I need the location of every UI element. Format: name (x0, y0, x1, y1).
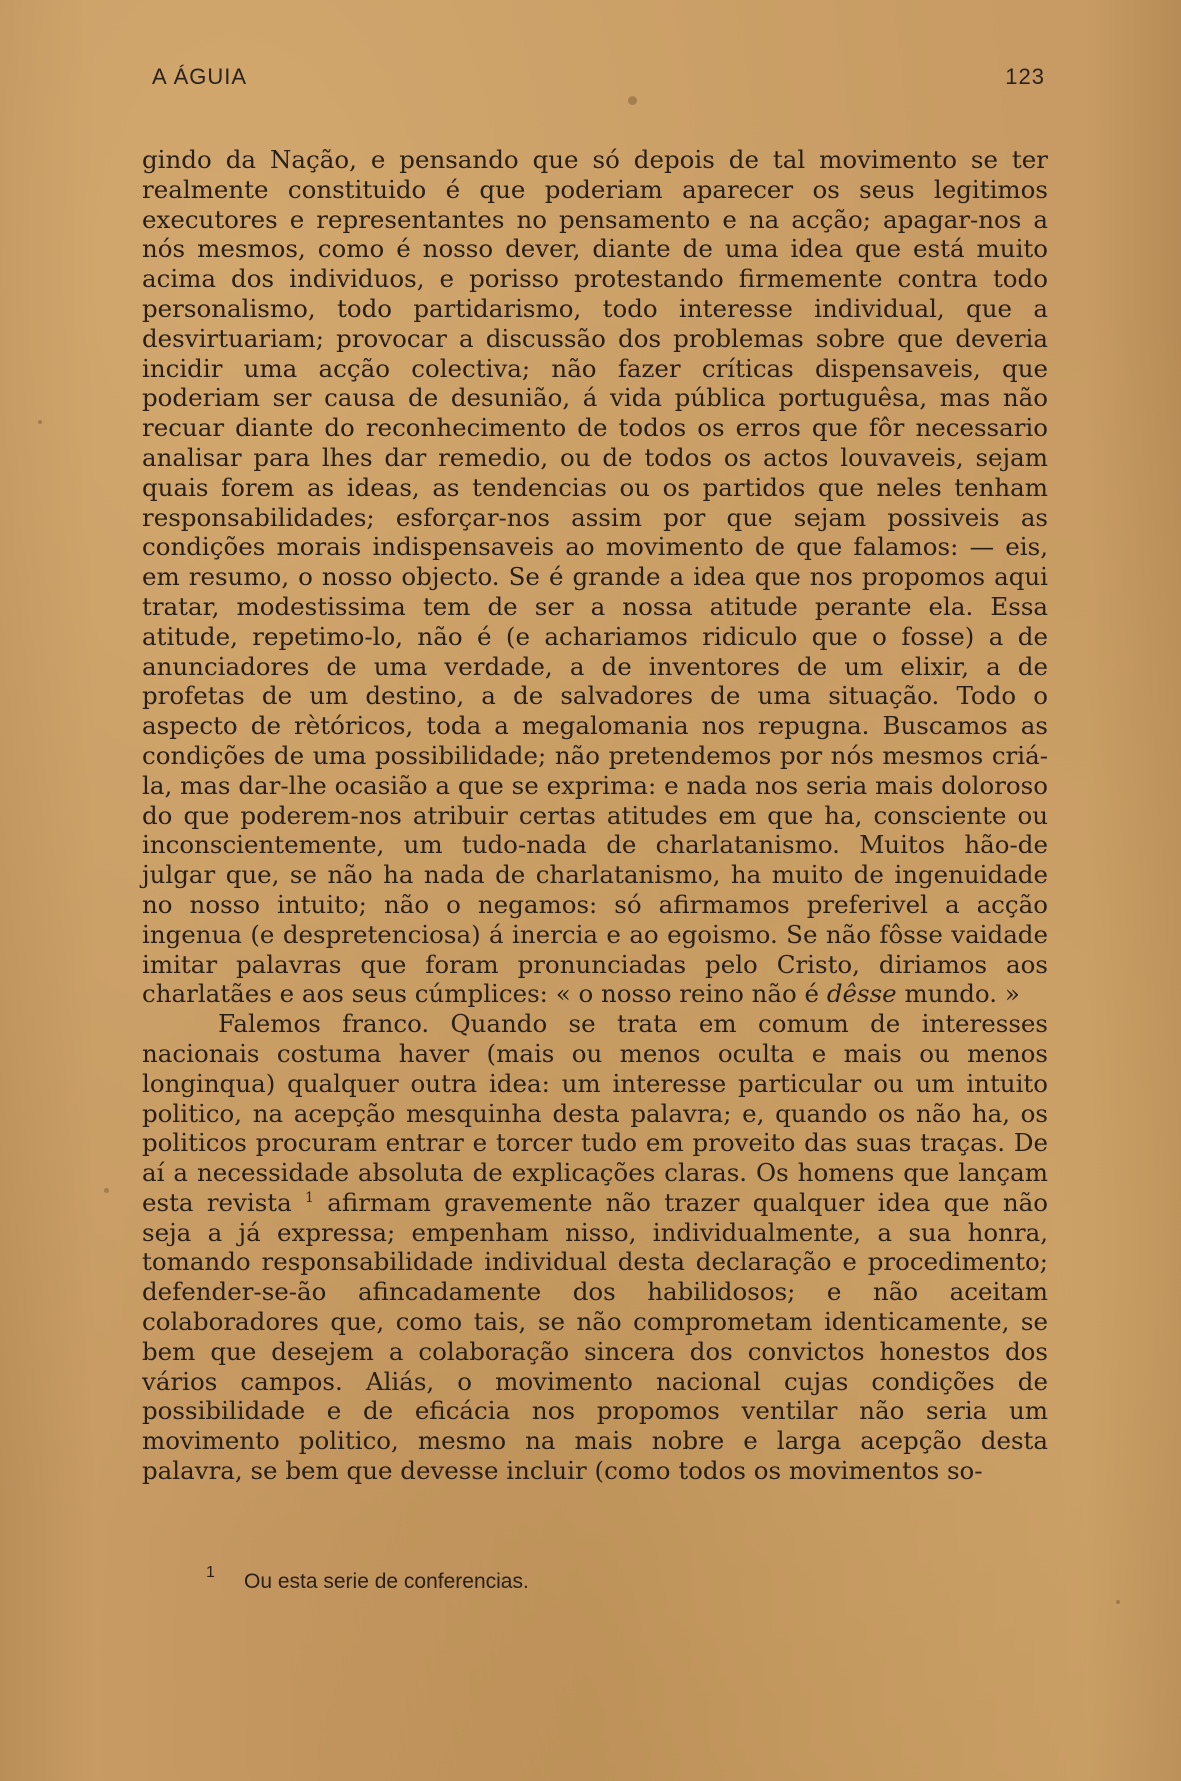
paragraph-text: afirmam gravemente não trazer qualquer idea que não seja a já expressa; empenham nisso, individualmente, a sua honra, tomando responsabilidade individual desta declaração e procedimento; defender-se-ão afincadamente dos habilidosos; e não aceitam colaboradores que, como tais, se não comprometam identicamente, se bem que desejem a colaboração sincera dos convictos honestos dos vários campos. Aliás, o movimento nacional cujas condições de possibilidade e de eficácia nos propomos ventilar não seria um movimento politico, mesmo na mais nobre e larga acepção desta palavra, se bem que devesse incluir (como todos os movimentos so- (142, 1187, 1048, 1486)
journal-title: A ÁGUIA (152, 64, 248, 89)
paper-speck (1116, 1600, 1120, 1604)
paper-speck (38, 420, 42, 424)
body-text (142, 145, 1048, 1486)
page-number: 123 (1005, 64, 1045, 89)
footnote (206, 1564, 972, 1594)
footnote-text: Ou esta serie de conferencias. (244, 1570, 529, 1593)
paragraph-text: Falemos franco. Quando se trata em comum de interesses nacionais costuma haver (mais ou menos oculta e mais ou menos longinqua) qualquer outra idea: um interesse particular ou um intuito politico, na acepção mesquinha desta palavra; e, quando os não ha, os politicos procuram entrar e torcer tudo em proveito das suas traças. De aí a necessidade absoluta de explicações claras. Os homens que lançam esta revista (142, 1009, 1048, 1217)
running-head (152, 64, 1045, 94)
paragraph-text: gindo da Nação, e pensando que só depois de tal movimento se ter realmente constituido é que poderiam aparecer os seus legitimos executores e representantes no pensamento e na acção; apagar-nos a nós mesmos, como é nosso dever, diante de uma idea que está muito acima dos individuos, e porisso protestando firmemente contra todo personalismo, todo partidarismo, todo interesse individual, que a desvirtuariam; provocar a discussão dos problemas sobre que deveria incidir uma acção colectiva; não fazer críticas dispensaveis, que poderiam ser causa de desunião, á vida pública portuguêsa, mas não recuar diante do reconhecimento de todos os erros que fôr necessario analisar para lhes dar remedio, ou de todos os actos louvaveis, sejam quais forem as ideas, as tendencias ou os partidos que neles tenham responsabilidades; esforçar-nos assim por que sejam possiveis as condições morais indispensaveis ao movimento de que falamos: — eis, em resumo, o nosso objecto. Se é grande a idea que nos propomos aqui tratar, modestissima tem de ser a nossa atitude perante ela. Essa atitude, repetimo-lo, não é (e achariamos ridiculo que o fosse) a de anunciadores de uma verdade, a de inventores de um elixir, a de profetas de um destino, a de salvadores de uma situação. Todo o aspecto de rètóricos, toda a megalomania nos repugna. Buscamos as condições de uma possibilidade; não pretendemos por nós mesmos criá-la, mas dar-lhe ocasião a que se exprima: e nada nos seria mais doloroso do que poderem-nos atribuir certas atitudes em que ha, consciente ou inconscientemente, um tudo-nada de charlatanismo. Muitos hão-de julgar que, se não ha nada de charlatanismo, ha muito de ingenuidade no nosso intuito; não o negamos: só afirmamos preferivel a acção ingenua (e despretenciosa) á inercia e ao egoismo. Se não fôsse vaidade imitar palavras que foram pronunciadas pelo Cristo, diriamos aos charlatães e aos seus cúmplices: « o nosso reino não é (142, 145, 1048, 1009)
emphasis-text: dêsse (826, 979, 897, 1009)
paper-speck (628, 96, 637, 105)
paragraph (142, 1009, 1048, 1486)
paragraph (142, 145, 1048, 1009)
paper-speck (104, 1188, 109, 1193)
footnote-reference[interactable]: 1 (305, 1189, 314, 1206)
footnote-mark: 1 (206, 1564, 215, 1581)
paragraph-text: mundo. » (896, 979, 1020, 1009)
